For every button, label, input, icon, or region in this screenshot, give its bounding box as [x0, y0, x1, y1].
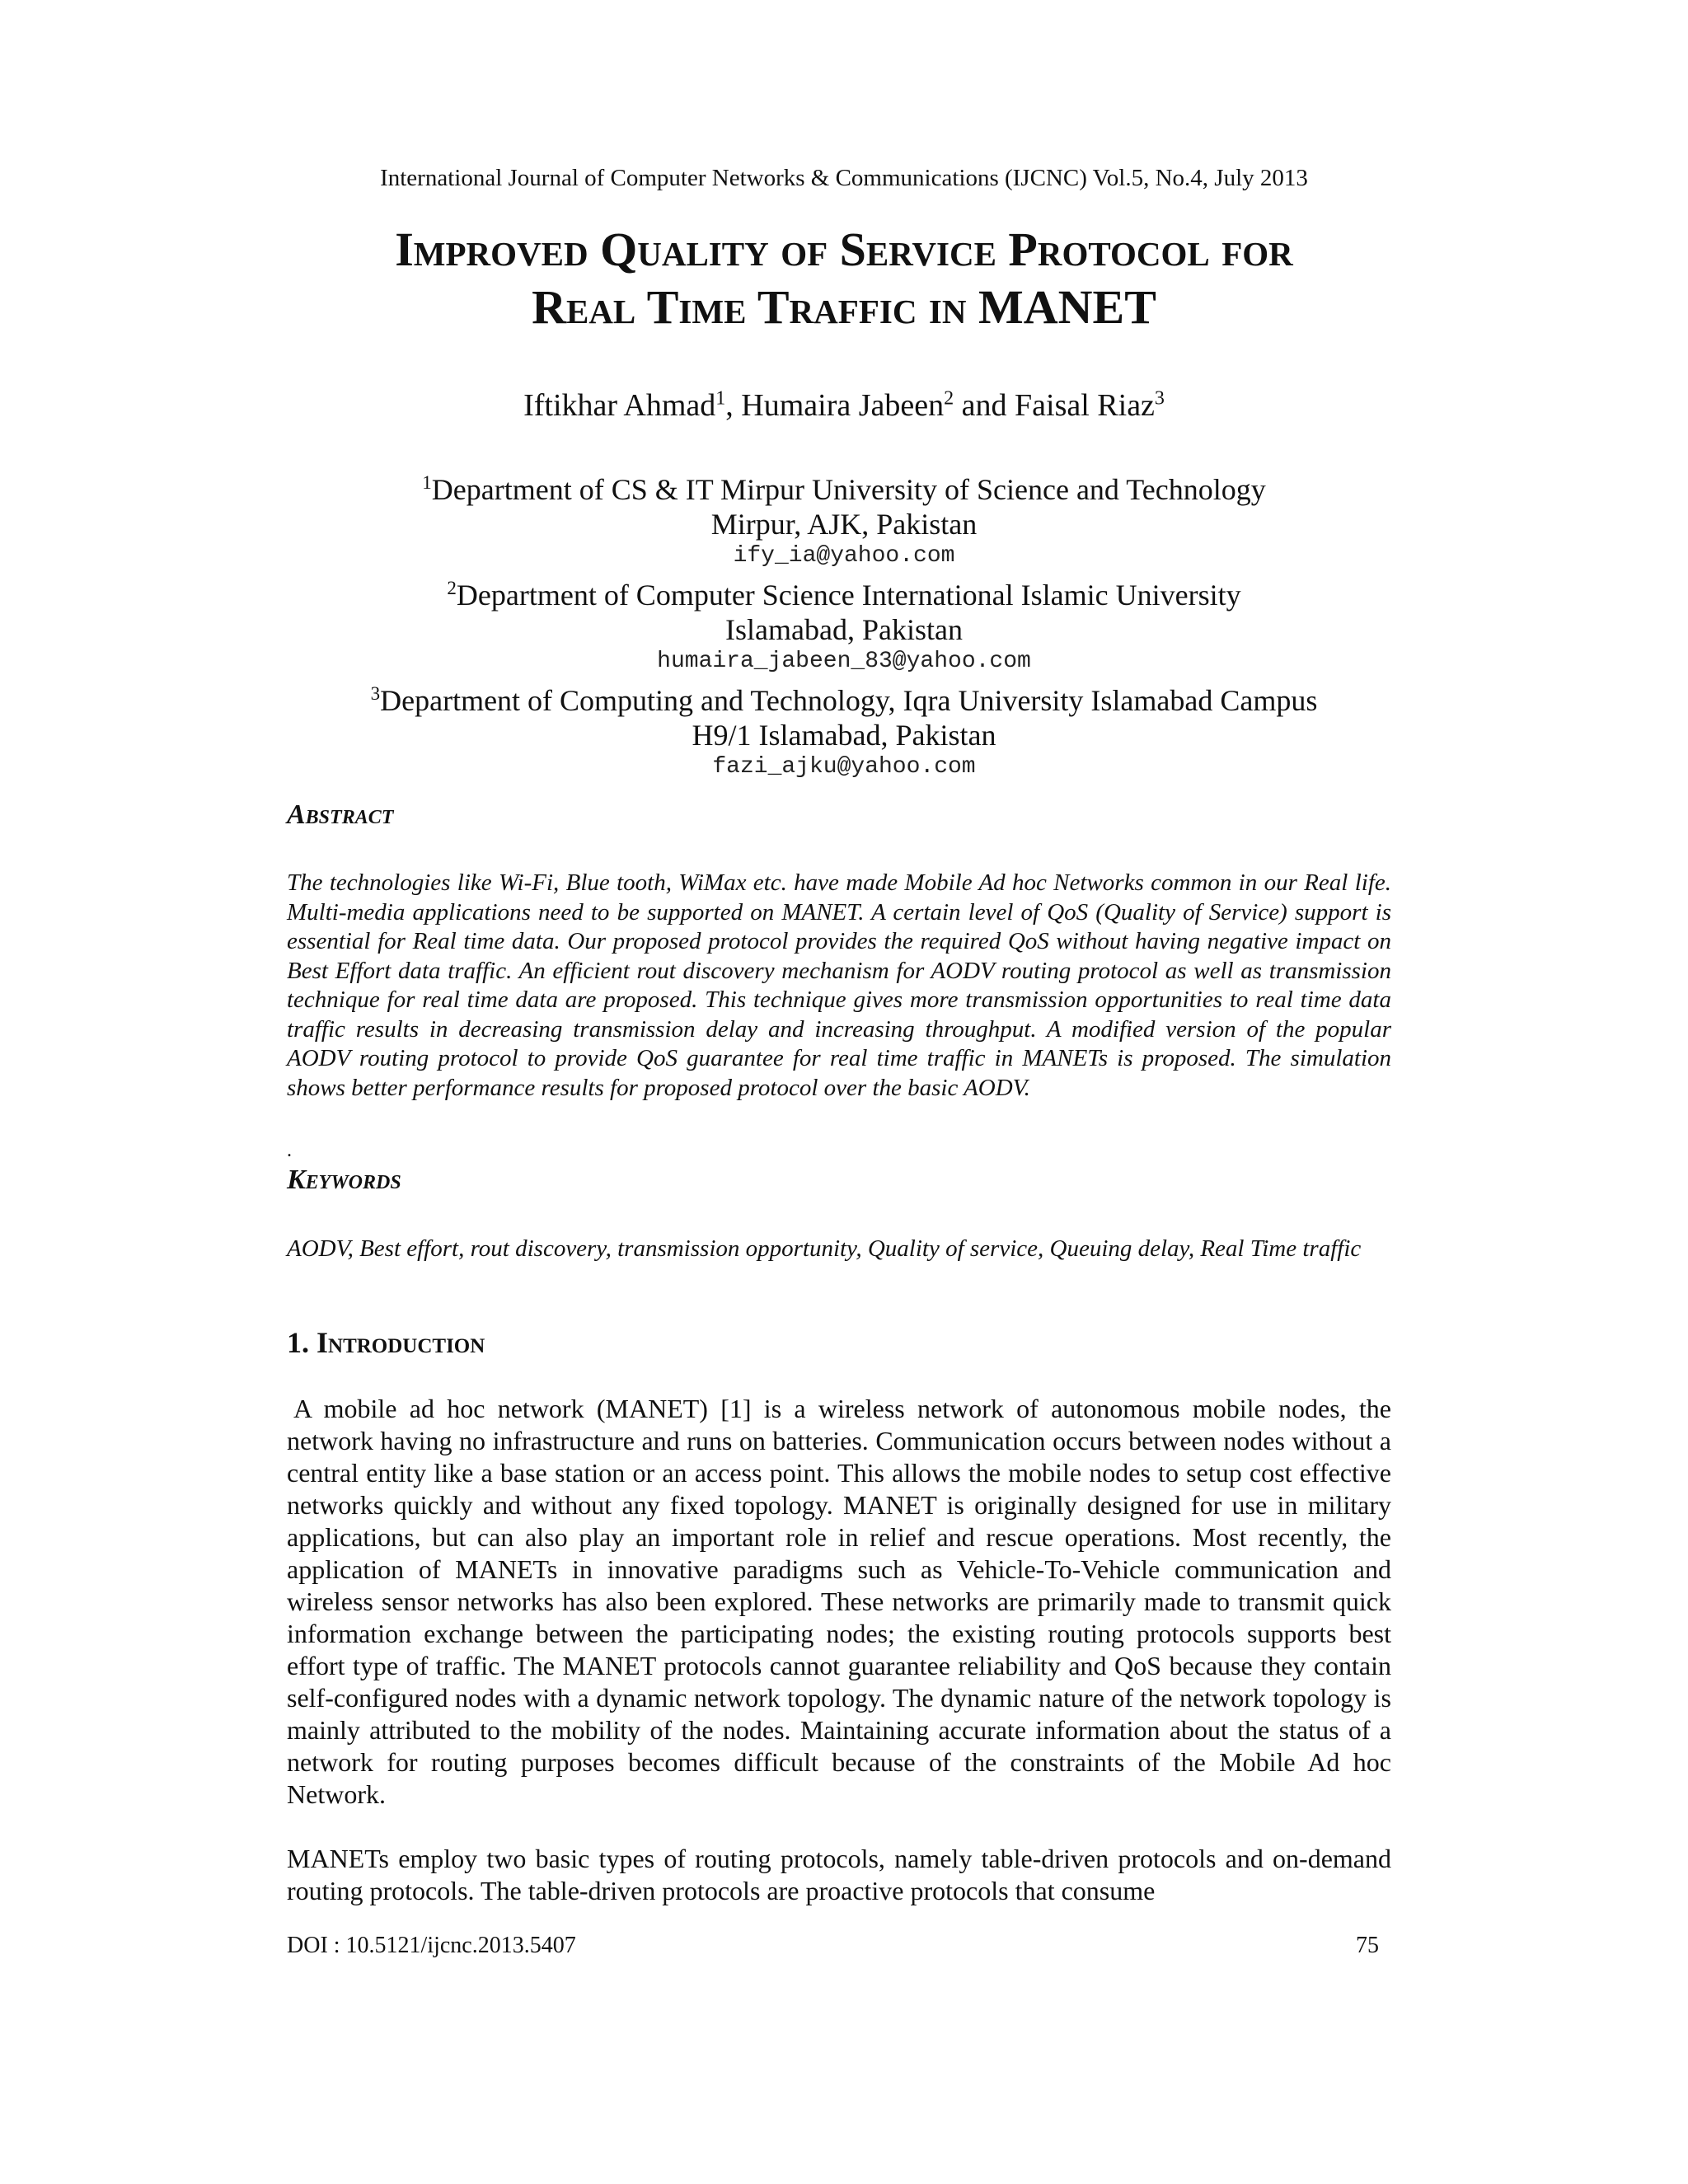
affiliation-department-text: Department of Computer Science International Islamic University: [456, 579, 1241, 612]
author-email[interactable]: fazi_ajku@yahoo.com: [712, 754, 976, 780]
affiliation-mark: 2: [447, 578, 457, 598]
footer-doi: DOI : 10.5121/ijcnc.2013.5407: [287, 1933, 576, 1958]
affiliation-department: [0, 571, 1688, 612]
author-affil-mark: 3: [1154, 387, 1165, 410]
affiliation-location: Mirpur, AJK, Pakistan: [710, 508, 978, 541]
paper-title: [0, 221, 1688, 336]
affiliation-department: [0, 466, 1688, 507]
author-name: Humaira Jabeen: [741, 388, 945, 423]
affiliation: [0, 571, 1688, 677]
affiliations: [0, 466, 1688, 782]
abstract-heading: Abstract: [287, 799, 394, 830]
affiliation: [0, 677, 1688, 782]
title-line-1: Improved Quality of Service Protocol for: [395, 223, 1293, 276]
author-affil-mark: 1: [715, 387, 726, 410]
affiliation-department: [0, 677, 1688, 718]
page-number: 75: [1356, 1933, 1379, 1958]
abstract-text: The technologies like Wi-Fi, Blue tooth, WiMax etc. have made Mobile Ad hoc Networks common in our Real life. Multi-media applications need to be supported on MANET. A certain level of QoS (Quality of Service) support is essential for Real time data. Our proposed protocol provides the required QoS without having negative impact on Best Effort data traffic. An efficient rout discovery mechanism for AODV routing protocol as well as transmission technique for real time data are proposed. This technique gives more transmission opportunities to real time data traffic results in decreasing transmission delay and increasing throughput. A modified version of the popular AODV routing protocol to provide QoS guarantee for real time traffic in MANETs is proposed. The simulation shows better performance results for proposed protocol over the basic AODV.: [287, 869, 1391, 1101]
author-affil-mark: 2: [944, 387, 954, 410]
author-email[interactable]: ify_ia@yahoo.com: [733, 543, 955, 569]
author-separator: ,: [725, 388, 742, 423]
affiliation-department-text: Department of Computing and Technology, Iqra University Islamabad Campus: [380, 684, 1318, 717]
title-line-2: Real Time Traffic in MANET: [532, 280, 1156, 334]
keywords-text: AODV, Best effort, rout discovery, transmission opportunity, Quality of service, Queuing delay, Real Time traffic: [287, 1235, 1362, 1262]
introduction-paragraph: A mobile ad hoc network (MANET) [1] is a wireless network of autonomous mobile nodes, the network having no infrastructure and runs on batteries. Communication occurs between nodes without a central entity like a base station or an access point. This allows the mobile nodes to setup cost effective networks quickly and without any fixed topology. MANET is originally designed for use in military applications, but can also play an important role in relief and rescue operations. Most recently, the application of MANETs in innovative paradigms such as Vehicle-To-Vehicle communication and wireless sensor networks has also been explored. These networks are primarily made to transmit quick information exchange between the participating nodes; the existing routing protocols supports best effort type of traffic. The MANET protocols cannot guarantee reliability and QoS because they contain self-configured nodes with a dynamic network topology. The dynamic nature of the network topology is mainly attributed to the mobility of the nodes. Maintaining accurate information about the status of a network for routing purposes becomes difficult because of the constraints of the Mobile Ad hoc Network.: [287, 1394, 1391, 1809]
author-separator: and: [954, 388, 1015, 423]
introduction-paragraph: MANETs employ two basic types of routing protocols, namely table-driven protocols and on-demand routing protocols. The table-driven protocols are proactive protocols that consume: [287, 1844, 1391, 1905]
introduction-heading: 1. Introduction: [287, 1326, 485, 1359]
affiliation-location: Islamabad, Pakistan: [725, 613, 963, 646]
affiliation-location: H9/1 Islamabad, Pakistan: [692, 719, 996, 752]
author-name: Faisal Riaz: [1015, 388, 1155, 423]
author-list: [0, 387, 1688, 424]
author-email[interactable]: humaira_jabeen_83@yahoo.com: [657, 649, 1031, 674]
keywords-heading: Keywords: [287, 1165, 401, 1195]
affiliation-mark: 3: [370, 683, 381, 704]
affiliation-department-text: Department of CS & IT Mirpur University of Science and Technology: [431, 473, 1266, 506]
affiliation-mark: 1: [422, 472, 432, 493]
stray-dot: .: [287, 1140, 292, 1161]
journal-header: International Journal of Computer Networks & Communications (IJCNC) Vol.5, No.4, July 2013: [380, 165, 1308, 191]
affiliation: [0, 466, 1688, 571]
author-name: Iftikhar Ahmad: [523, 388, 716, 423]
